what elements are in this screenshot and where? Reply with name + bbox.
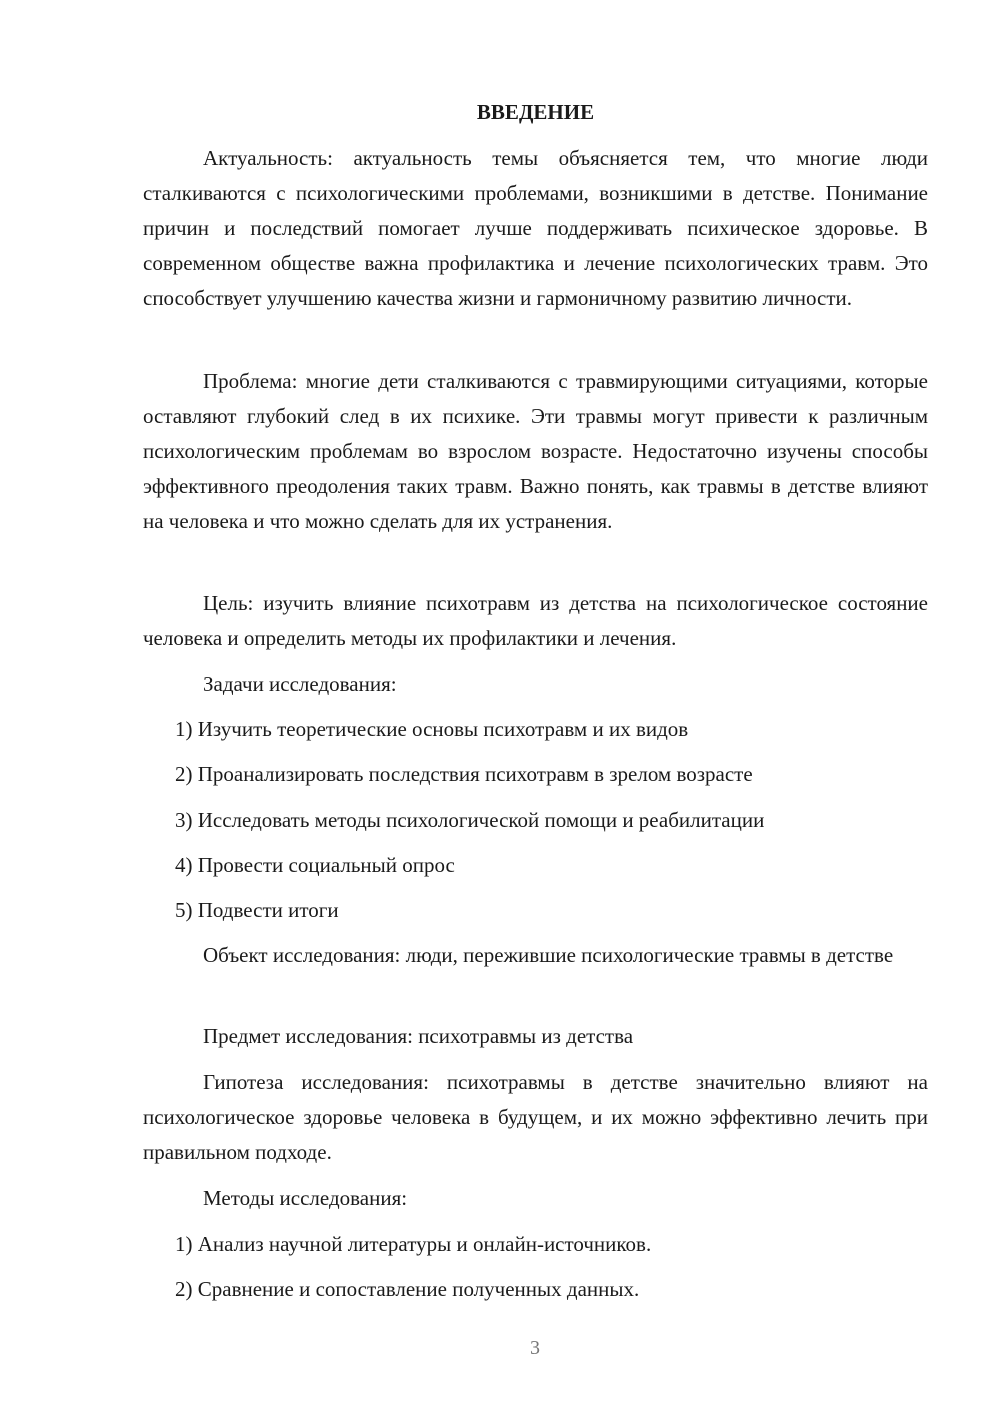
task-item: 2) Проанализировать последствия психотравм в зрелом возрасте [175,762,753,786]
task-item: 5) Подвести итоги [175,898,339,922]
tasks-heading: Задачи исследования: [203,672,397,696]
hypothesis-paragraph: Гипотеза исследования: психотравмы в детстве значительно влияют на психологическое здоровье человека в будущем, и их можно эффективно лечить при правильном подходе. [143,1070,928,1164]
method-item: 2) Сравнение и сопоставление полученных данных. [175,1277,640,1301]
task-item: 1) Изучить теоретические основы психотравм и их видов [175,717,689,741]
goal-paragraph: Цель: изучить влияние психотравм из детства на психологическое состояние человека и определить методы их профилактики и лечения. [143,591,928,650]
problem-paragraph: Проблема: многие дети сталкиваются с травмирующими ситуациями, которые оставляют глубокий след в их психике. Эти травмы могут привести к различным психологическим проблемам во взрослом возрасте. Недостаточно изучены способы эффективного преодоления таких травм. Важно понять, как травмы в детстве влияют на человека и что можно сделать для их устранения. [143,369,928,533]
subject-line: Предмет исследования: психотравмы из детства [203,1024,634,1048]
task-item: 4) Провести социальный опрос [175,853,455,877]
task-item: 3) Исследовать методы психологической помощи и реабилитации [175,808,765,832]
section-title: ВВЕДЕНИЕ [476,100,595,124]
relevance-paragraph: Актуальность: актуальность темы объясняется тем, что многие люди сталкиваются с психологическими проблемами, возникшими в детстве. Понимание причин и последствий помогает лучше поддерживать психическое здоровье. В современном обществе важна профилактика и лечение психологических травм. Это способствует улучшению качества жизни и гармоничному развитию личности. [143,146,928,310]
page-number: 3 [530,1337,540,1359]
method-item: 1) Анализ научной литературы и онлайн-источников. [175,1232,652,1256]
methods-heading: Методы исследования: [203,1186,408,1210]
object-paragraph: Объект исследования: люди, пережившие психологические травмы в детстве [203,943,894,967]
